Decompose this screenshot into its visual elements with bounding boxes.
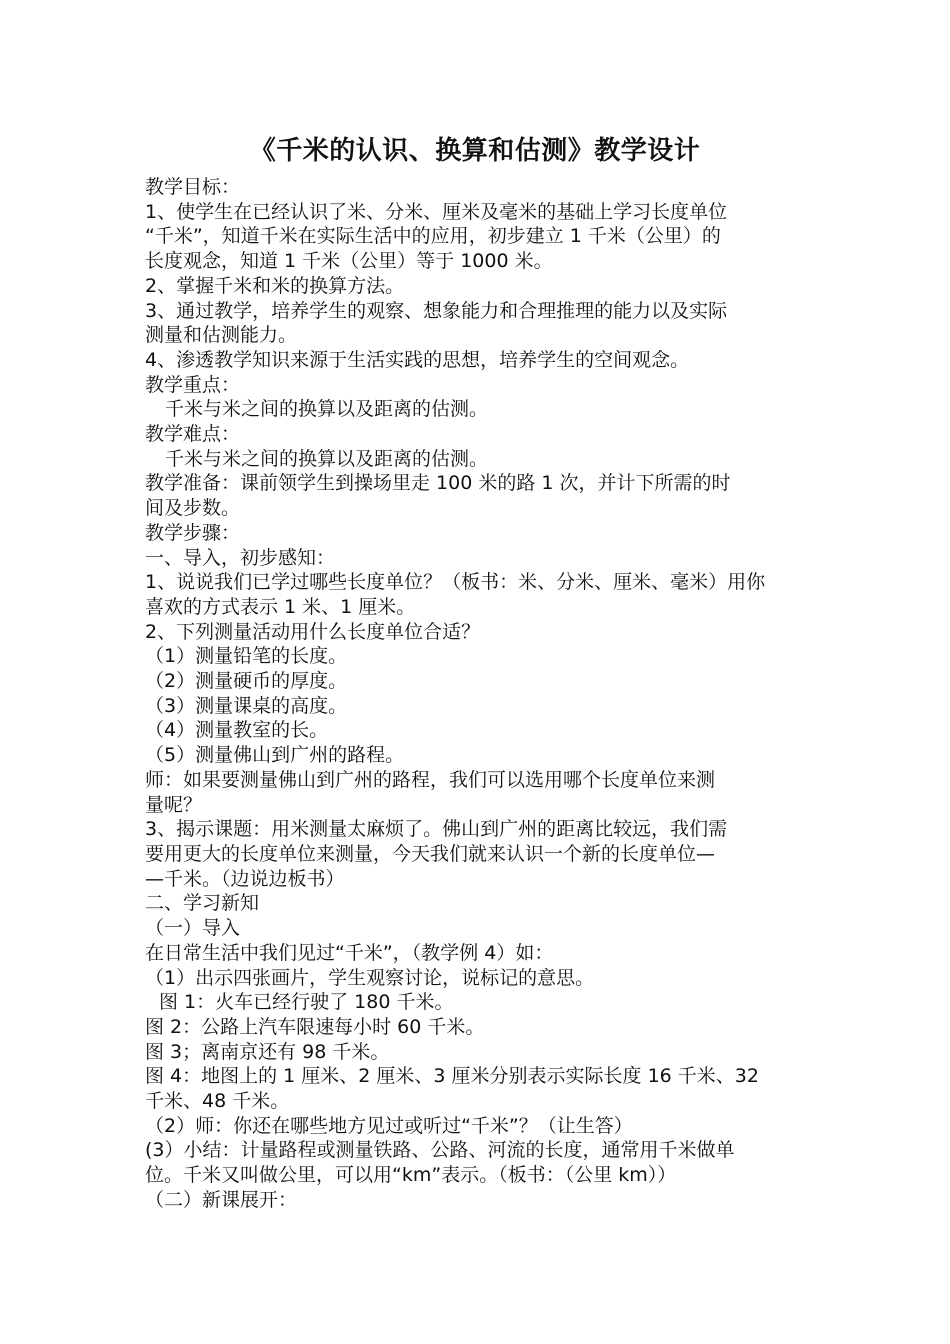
- figure-4-line-1: 图 4：地图上的 1 厘米、2 厘米、3 厘米分别表示实际长度 16 千米、32: [145, 1065, 759, 1088]
- teacher-question-line-2: 量呢？: [145, 793, 203, 816]
- section-2-heading: 二、学习新知: [145, 892, 260, 915]
- document-body: [145, 175, 809, 1213]
- activity-3: （3）测量课桌的高度。: [145, 694, 348, 717]
- figure-1-text: 图 1：火车已经行驶了 180 千米。: [159, 991, 454, 1014]
- objective-1-line-3: 长度观念，知道 1 千米（公里）等于 1000 米。: [145, 250, 553, 273]
- key-points-text: 千米与米之间的换算以及距离的估测。: [165, 398, 489, 421]
- step-1-line-1: 1、说说我们已学过哪些长度单位？（板书：米、分米、厘米、毫米）用你: [145, 571, 766, 594]
- teacher-ask: （2）师：你还在哪些地方见过或听过“千米”？（让生答）: [145, 1114, 633, 1137]
- document-title: 《千米的认识、换算和估测》教学设计: [249, 136, 701, 166]
- step-3-line-1: 3、揭示课题：用米测量太麻烦了。佛山到广州的距离比较远，我们需: [145, 818, 728, 841]
- step-3-line-3: —千米。（边说边板书）: [145, 867, 345, 890]
- summary-line-1: (3）小结：计量路程或测量铁路、公路、河流的长度，通常用千米做单: [145, 1139, 735, 1162]
- heading-key-points: 教学重点：: [145, 373, 241, 396]
- subsection-2-heading: （二）新课展开：: [145, 1188, 298, 1211]
- heading-objectives: 教学目标：: [145, 176, 241, 198]
- preparation-line-1: 教学准备：课前领学生到操场里走 100 米的路 1 次，并计下所需的时: [145, 472, 731, 495]
- objective-3-line-1: 3、通过教学，培养学生的观察、想象能力和合理推理的能力以及实际: [145, 299, 728, 322]
- step-1-line-2: 喜欢的方式表示 1 米、1 厘米。: [145, 595, 416, 618]
- figure-2-text: 图 2：公路上汽车限速每小时 60 千米。: [145, 1015, 485, 1038]
- activity-1: （1）测量铅笔的长度。: [145, 645, 348, 668]
- objective-1-line-1: 1、使学生在已经认识了米、分米、厘米及毫米的基础上学习长度单位: [145, 200, 728, 223]
- activity-2: （2）测量硬币的厚度。: [145, 670, 348, 693]
- figure-4-line-2: 千米、48 千米。: [145, 1090, 290, 1113]
- summary-line-2: 位。千米又叫做公里，可以用“km”表示。（板书：（公里 km））: [145, 1164, 677, 1187]
- objective-2: 2、掌握千米和米的换算方法。: [145, 274, 405, 297]
- figure-3-text: 图 3；离南京还有 98 千米。: [145, 1040, 390, 1063]
- step-3-line-2: 要用更大的长度单位来测量，今天我们就来认识一个新的长度单位—: [145, 842, 716, 865]
- activity-4: （4）测量教室的长。: [145, 719, 329, 742]
- daily-life-intro: 在日常生活中我们见过“千米”，（教学例 4）如：: [145, 941, 554, 964]
- difficulties-text: 千米与米之间的换算以及距离的估测。: [165, 447, 489, 470]
- preparation-line-2: 间及步数。: [145, 497, 241, 520]
- objective-3-line-2: 测量和估测能力。: [145, 324, 298, 347]
- heading-difficulties: 教学难点：: [145, 423, 241, 446]
- objective-1-line-2: “千米”，知道千米在实际生活中的应用，初步建立 1 千米（公里）的: [145, 225, 721, 248]
- heading-steps: 教学步骤：: [145, 521, 241, 544]
- step-2: 2、下列测量活动用什么长度单位合适？: [145, 620, 481, 643]
- section-1-heading: 一、导入，初步感知：: [145, 546, 336, 569]
- activity-5: （5）测量佛山到广州的路程。: [145, 744, 405, 767]
- picture-instruction: （1）出示四张画片，学生观察讨论，说标记的意思。: [145, 966, 595, 989]
- subsection-1-heading: （一）导入: [145, 917, 241, 940]
- objective-4: 4、渗透教学知识来源于生活实践的思想，培养学生的空间观念。: [145, 348, 690, 371]
- teacher-question-line-1: 师：如果要测量佛山到广州的路程，我们可以选用哪个长度单位来测: [145, 768, 716, 791]
